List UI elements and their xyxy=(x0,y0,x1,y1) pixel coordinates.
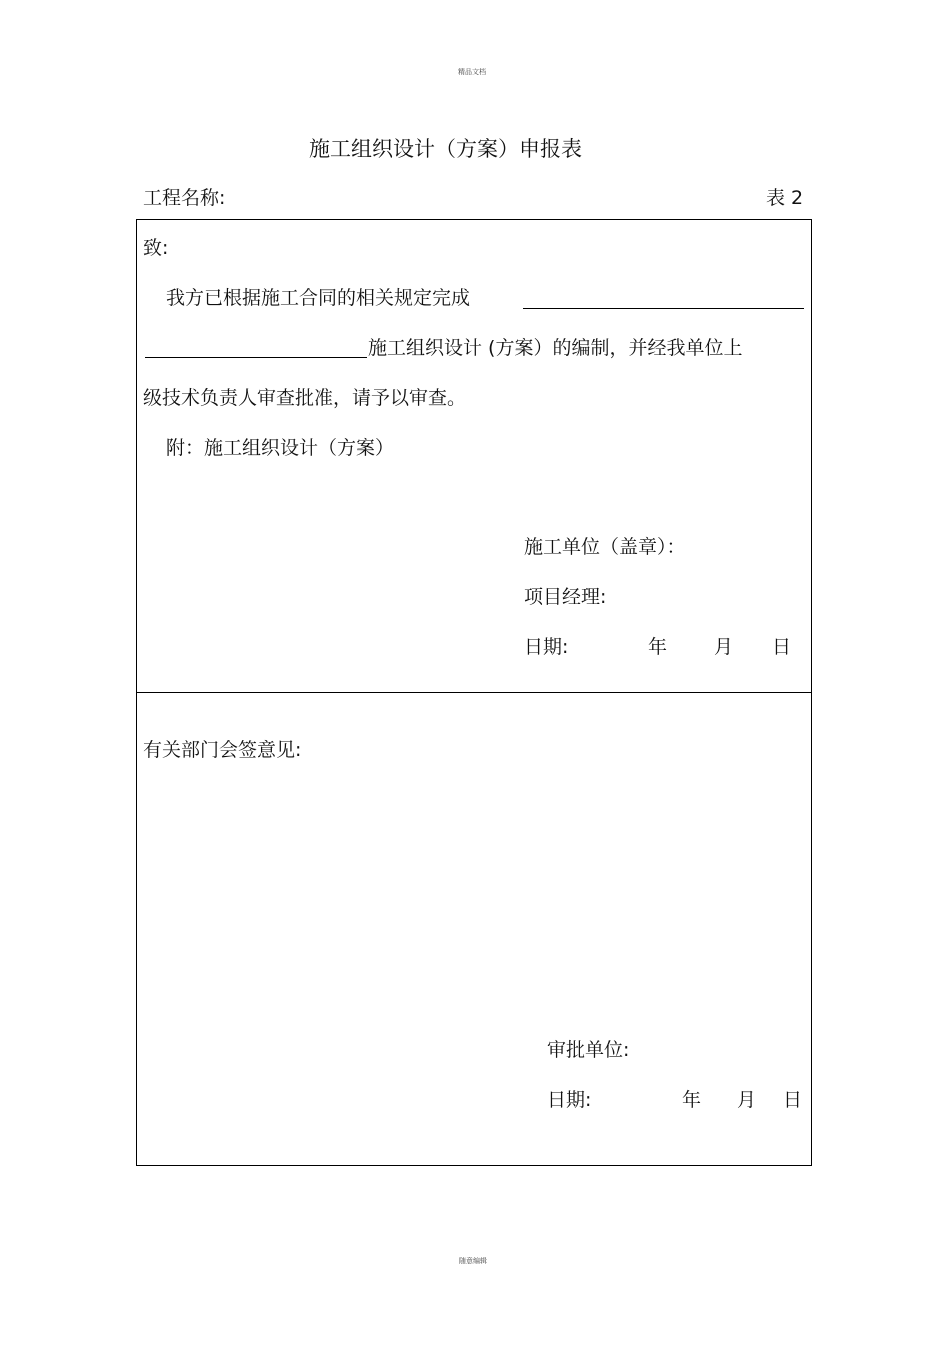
year-label-2: 年 xyxy=(682,1089,702,1111)
statement-line-2: 施工组织设计 (方案）的编制，并经我单位上 xyxy=(368,337,743,359)
header-note: 精品文档 xyxy=(458,68,486,76)
opinion-label: 有关部门会签意见: xyxy=(143,739,302,761)
attachment-line: 附：施工组织设计（方案） xyxy=(166,437,395,459)
date-label-1: 日期: xyxy=(524,636,569,658)
statement-line-3: 级技术负责人审查批准，请予以审查。 xyxy=(143,387,467,409)
month-label-2: 月 xyxy=(737,1089,757,1111)
date-label-2: 日期: xyxy=(547,1089,592,1111)
to-label: 致: xyxy=(143,237,169,259)
approver-label: 审批单位: xyxy=(547,1039,630,1061)
month-label-1: 月 xyxy=(714,636,734,658)
day-label-2: 日 xyxy=(783,1089,803,1111)
contractor-label: 施工单位（盖章）： xyxy=(524,536,686,558)
year-label-1: 年 xyxy=(648,636,668,658)
section-divider xyxy=(136,692,812,693)
day-label-1: 日 xyxy=(772,636,792,658)
manager-label: 项目经理: xyxy=(524,586,607,608)
blank-line-plan[interactable] xyxy=(145,357,367,358)
statement-line-1: 我方已根据施工合同的相关规定完成 xyxy=(166,287,471,309)
page-title: 施工组织设计（方案）申报表 xyxy=(309,137,582,161)
project-name-label: 工程名称: xyxy=(143,187,226,209)
table-number: 表 2 xyxy=(766,187,804,209)
footer-note: 随意编辑 xyxy=(459,1257,487,1265)
blank-line-project[interactable] xyxy=(523,308,804,309)
